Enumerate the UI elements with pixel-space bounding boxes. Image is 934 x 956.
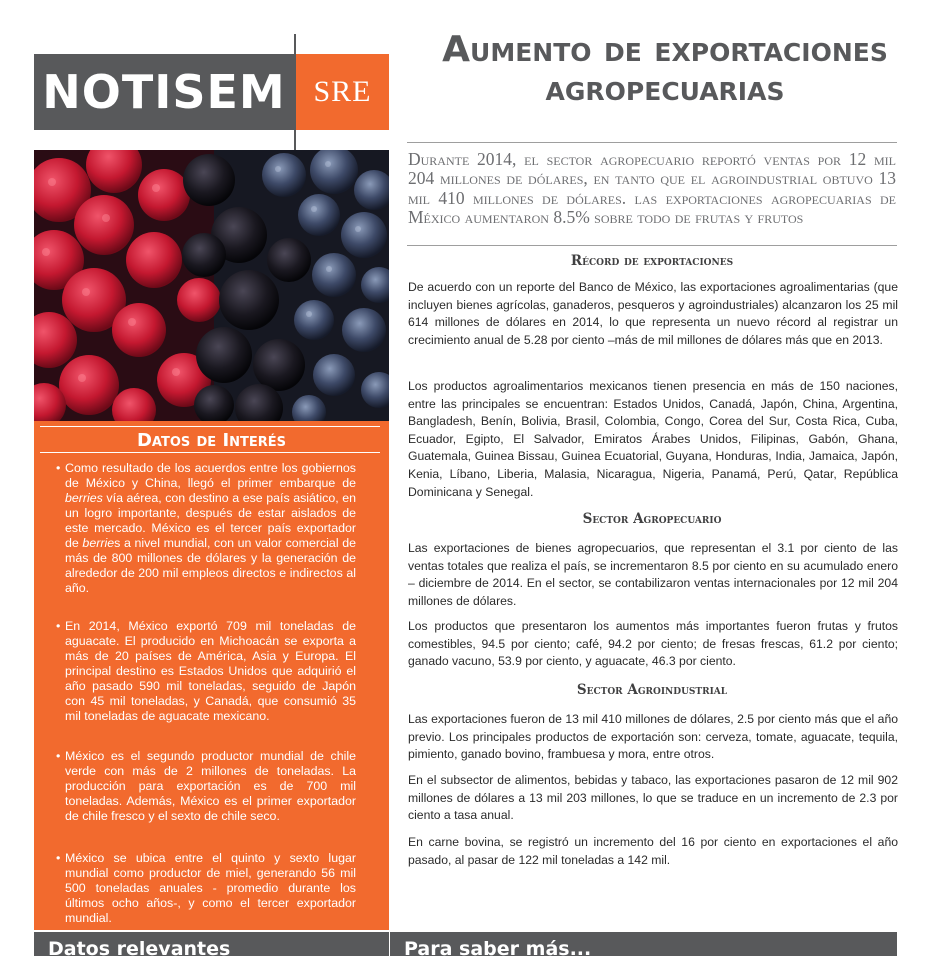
berries-illustration: [34, 150, 389, 421]
sidebar-item: • Como resultado de los acuerdos entre los gobiernos de México y China, llegó el primer embarque de berries vía aérea, con destino a ese país asiático, en un logro importante, después de estar aislados de este mercado. México es el tercer país exportador de berries a nivel mundial, con un valor comercial de más de 800 millones de dólares y la generación de alrededor de 200 mil empleos directos e indirectos al año.: [56, 461, 356, 595]
berries-photo: [34, 150, 389, 421]
agency-text: SRE: [313, 75, 372, 108]
agency-badge: [296, 54, 389, 130]
section-heading-record: Récord de exportaciones: [570, 253, 734, 269]
body-paragraph: Los productos que presentaron los aumentos más importantes fueron frutas y frutos comestibles, 94.5 por ciento; café, 94.2 por ciento; de fresas frescas, 61.2 por ciento; ganado vacuno, 53.9 por ciento, y aguacate, 46.3 por ciento.: [408, 619, 898, 669]
article-title: Aumento de exportaciones agropecuarias: [442, 29, 888, 109]
body-paragraph: De acuerdo con un reporte del Banco de México, las exportaciones agroalimentarias (que incluyen bienes agrícolas, ganaderos, pesqueros y agroindustriales) alcanzaron los 25 mil 614 millones de dólares en 2014, lo que representa un nuevo récord al registrar un crecimiento anual de 5.28 por ciento –más de mil millones de dólares más que en 2013.: [408, 280, 898, 347]
lead-paragraph: Durante 2014, el sector agropecuario reportó ventas por 12 mil 204 millones de dólares, en tanto que el agroindustrial obtuvo 13 mil 410 millones de dólares. las exportaciones agropecuarias de México aumentaron 8.5% sobre todo de frutas y frutos: [408, 150, 896, 227]
logo-text: NOTISEM: [42, 65, 286, 119]
body-paragraph: Las exportaciones de bienes agropecuarios, que representan el 3.1 por ciento de las ventas totales que realiza el país, se incrementaron 8.5 por ciento en su acumulado enero – diciembre de 2014. En el sector, se contabilizaron ventas internacionales por 12 mil 204 millones de dólares.: [408, 541, 898, 608]
footer-datos-relevantes: [34, 932, 389, 956]
sidebar-item: • En 2014, México exportó 709 mil toneladas de aguacate. El producido en Michoacán se exporta a más de 20 países de América, Asia y Europa. El principal destino es Estados Unidos que adquirió el año pasado 590 mil toneladas, seguido de Japón con 45 mil toneladas, y Canadá, que consumió 35 mil toneladas de aguacate mexicano.: [56, 619, 356, 723]
body-paragraph: Los productos agroalimentarios mexicanos tienen presencia en más de 150 naciones, entre las principales se encuentran: Estados Unidos, Canadá, Japón, China, Argentina, Bangladesh, Benín, Bolivia, Brasil, Colombia, Congo, Corea del Sur, Costa Rica, Cuba, Ecuador, Egipto, El Salvador, Emiratos Árabes Unidos, Filipinas, Gabón, Ghana, Guatemala, Guinea Bissau, Guinea Ecuatorial, Guyana, Honduras, India, Jamaica, Japón, Kenia, Líbano, Liberia, Malasia, Nicaragua, Nigeria, Panamá, Perú, Qatar, República Dominicana y Senegal.: [408, 379, 898, 499]
footer-left-label: Datos relevantes: [48, 938, 231, 956]
masthead: [34, 54, 389, 130]
sidebar-item: • México es el segundo productor mundial de chile verde con más de 2 millones de toneladas. La producción para exportación es de 700 mil toneladas. Además, México es el primer exportador de chile fresco y el sexto de chile seco.: [56, 749, 356, 823]
footer-right-label: Para saber más...: [404, 938, 592, 956]
sidebar-heading: Datos de Interés: [136, 430, 287, 451]
section-heading-agroindustrial: Sector Agroindustrial: [576, 682, 728, 698]
sidebar-rule-bottom: [40, 452, 380, 453]
sidebar-item: • México se ubica entre el quinto y sexto lugar mundial como productor de miel, generando 56 mil 500 toneladas anuales - promedio durante los últimos ocho años-, y como el tercer exportador mundial.: [56, 851, 356, 925]
body-paragraph: En el subsector de alimentos, bebidas y tabaco, las exportaciones pasaron de 12 mil 902 millones de dólares a 13 mil 203 millones, lo que se traduce en un incremento de 2.3 por ciento a tasa anual.: [408, 773, 898, 823]
section-heading-agropecuario: Sector Agropecuario: [582, 511, 722, 527]
notisem-logo: [34, 54, 294, 130]
body-paragraph: Las exportaciones fueron de 13 mil 410 millones de dólares, 2.5 por ciento más que el año previo. Los principales productos de exportación son: cerveza, tomate, aguacate, tequila, pimiento, ganado bovino, frambuesa y mora, entre otros.: [408, 712, 898, 762]
sidebar-datos-de-interes: [34, 421, 389, 930]
sidebar-list: [56, 461, 356, 926]
footer-para-saber-mas: [390, 932, 897, 956]
sidebar-rule-top: [40, 426, 380, 427]
body-paragraph: En carne bovina, se registró un incremento del 16 por ciento en exportaciones el año pasado, al pasar de 122 mil toneladas a 142 mil.: [408, 835, 898, 867]
